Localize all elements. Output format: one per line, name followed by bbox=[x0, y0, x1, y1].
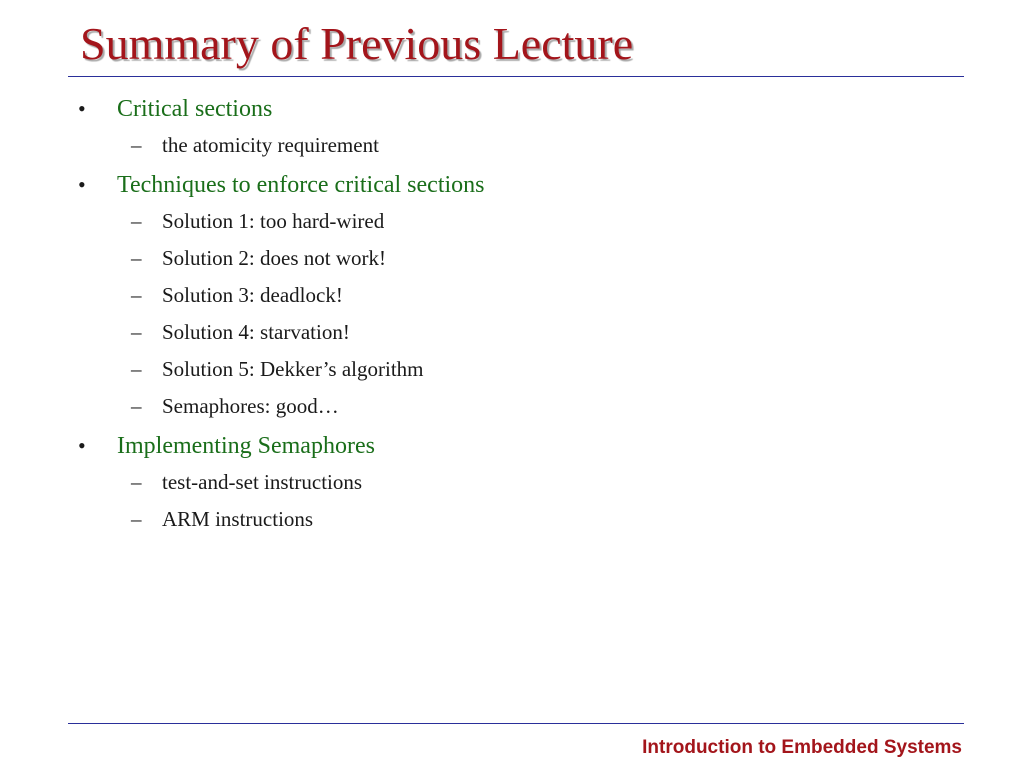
sub-list bbox=[0, 464, 1024, 541]
sub-dash: – bbox=[131, 320, 142, 344]
sub-item bbox=[0, 464, 1024, 501]
bullet-text: Implementing Semaphores bbox=[117, 433, 375, 459]
title-divider bbox=[68, 76, 964, 77]
sub-dash: – bbox=[131, 470, 142, 494]
bullet-item bbox=[0, 91, 1024, 167]
bullet-item bbox=[0, 428, 1024, 541]
sub-text: Semaphores: good… bbox=[162, 394, 339, 418]
sub-dash: – bbox=[131, 357, 142, 381]
bullet-text: Critical sections bbox=[117, 96, 273, 122]
bullet-text: Techniques to enforce critical sections bbox=[117, 172, 485, 198]
sub-text: test-and-set instructions bbox=[162, 470, 363, 494]
bullet-row bbox=[0, 91, 1024, 127]
sub-list bbox=[0, 203, 1024, 428]
bullet-item bbox=[0, 167, 1024, 428]
bullet-marker: • bbox=[78, 172, 86, 197]
slide-title: Summary of Previous Lecture bbox=[80, 18, 634, 69]
sub-item bbox=[0, 388, 1024, 425]
sub-item bbox=[0, 203, 1024, 240]
sub-text: the atomicity requirement bbox=[162, 133, 379, 157]
bullet-row bbox=[0, 167, 1024, 203]
sub-item bbox=[0, 501, 1024, 538]
sub-dash: – bbox=[131, 394, 142, 418]
sub-list bbox=[0, 127, 1024, 167]
sub-dash: – bbox=[131, 283, 142, 307]
bullet-row bbox=[0, 428, 1024, 464]
sub-item bbox=[0, 314, 1024, 351]
bullet-marker: • bbox=[78, 433, 86, 458]
bullet-marker: • bbox=[78, 96, 86, 121]
sub-dash: – bbox=[131, 209, 142, 233]
sub-text: Solution 3: deadlock! bbox=[162, 283, 343, 307]
footer-course-title: Introduction to Embedded Systems bbox=[642, 737, 962, 758]
sub-item bbox=[0, 351, 1024, 388]
sub-dash: – bbox=[131, 507, 142, 531]
sub-text: ARM instructions bbox=[162, 507, 314, 531]
sub-dash: – bbox=[131, 133, 142, 157]
sub-text: Solution 4: starvation! bbox=[162, 320, 350, 344]
footer-divider bbox=[68, 723, 964, 724]
sub-text: Solution 5: Dekker’s algorithm bbox=[162, 357, 424, 381]
sub-item bbox=[0, 277, 1024, 314]
sub-text: Solution 2: does not work! bbox=[162, 246, 386, 270]
bullet-list bbox=[0, 91, 1024, 541]
sub-item bbox=[0, 127, 1024, 164]
sub-dash: – bbox=[131, 246, 142, 270]
sub-item bbox=[0, 240, 1024, 277]
sub-text: Solution 1: too hard-wired bbox=[162, 209, 385, 233]
